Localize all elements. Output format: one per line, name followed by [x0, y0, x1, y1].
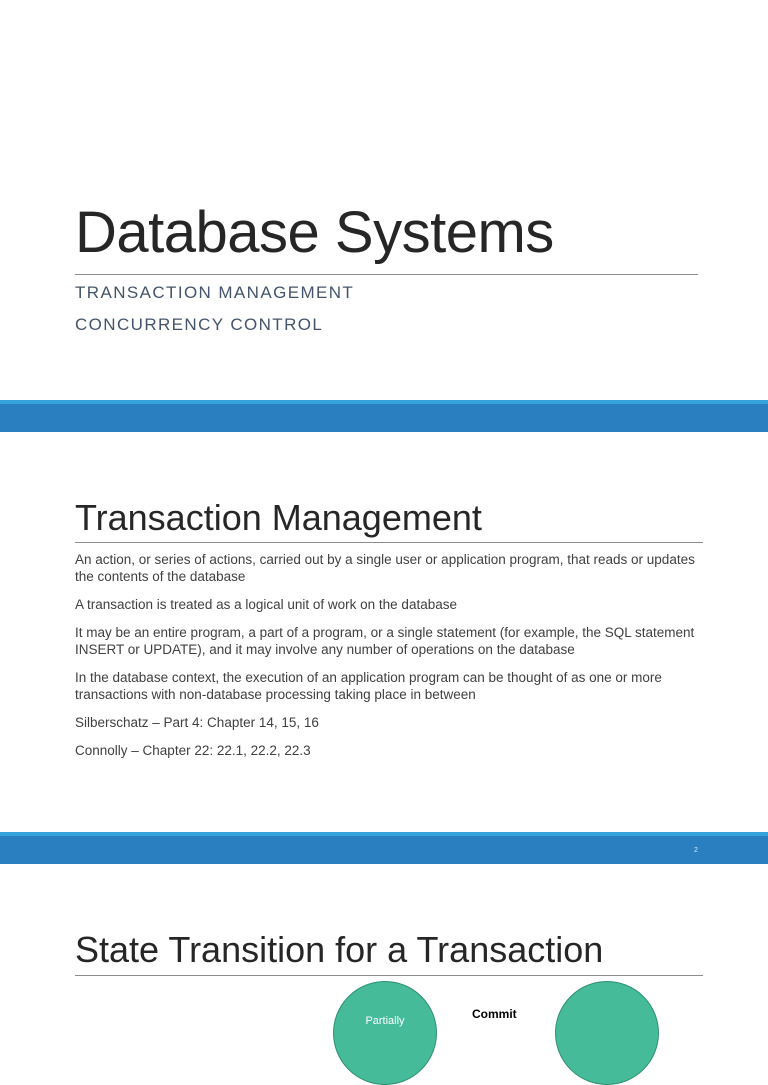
slide-footer-band — [0, 836, 768, 864]
slide1-subtitle-2: CONCURRENCY CONTROL — [75, 315, 324, 334]
title-divider — [75, 542, 703, 543]
bullet-item: Connolly – Chapter 22: 22.1, 22.2, 22.3 — [75, 743, 311, 758]
title-divider — [75, 975, 703, 976]
page-number: 2 — [694, 847, 698, 854]
bullet-item: Silberschatz – Part 4: Chapter 14, 15, 16 — [75, 715, 319, 730]
bullet-item: A transaction is treated as a logical unit of work on the database — [75, 597, 457, 612]
bullet-item: An action, or series of actions, carried out by a single user or application program, that reads or updates the contents of the database — [75, 552, 695, 584]
state-partially-committed — [333, 981, 437, 1085]
title-divider — [75, 274, 698, 275]
bullet-list — [75, 551, 700, 770]
slide1-title: Database Systems — [75, 200, 554, 265]
slide1-subtitle-1: TRANSACTION MANAGEMENT — [75, 283, 355, 302]
slide2-title: Transaction Management — [75, 497, 482, 538]
state-label: Partially — [365, 1015, 405, 1027]
slide3-title: State Transition for a Transaction — [75, 929, 604, 970]
state-committed — [555, 981, 659, 1085]
bullet-item: In the database context, the execution of an application program can be thought of as one or more transactions with non-database processing taking place in between — [75, 670, 662, 702]
slide-separator-band — [0, 404, 768, 432]
bullet-item: It may be an entire program, a part of a program, or a single statement (for example, the SQL statement INSERT or UPDATE), and it may involve any number of operations on the database — [75, 625, 695, 657]
transition-label-commit: Commit — [472, 1007, 517, 1021]
